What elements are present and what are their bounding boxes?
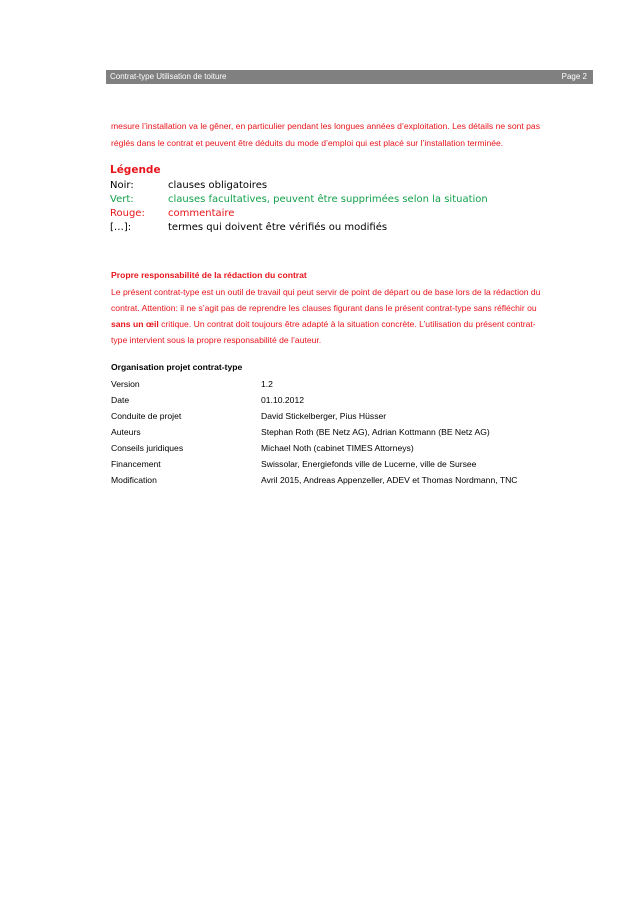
legend-section	[110, 163, 590, 235]
org-row-funding	[111, 456, 591, 472]
org-value: Swissolar, Energiefonds ville de Lucerne, ville de Sursee	[261, 459, 477, 469]
org-key: Conduite de projet	[111, 411, 182, 421]
header-title: Contrat-type Utilisation de toiture	[110, 72, 227, 81]
org-key: Modification	[111, 475, 157, 485]
legend-value: clauses obligatoires	[168, 180, 268, 191]
organisation-title: Organisation projet contrat-type	[111, 362, 243, 372]
responsibility-line	[111, 316, 591, 332]
org-row-date	[111, 392, 591, 408]
legend-value: termes qui doivent être vérifiés ou modifiés	[168, 222, 388, 233]
responsibility-body	[111, 284, 591, 348]
org-key: Conseils juridiques	[111, 443, 184, 453]
legend-row-black	[110, 179, 590, 193]
legend-row-brackets	[110, 221, 590, 235]
org-key: Date	[111, 395, 130, 405]
legend-value: clauses facultatives, peuvent être supprimées selon la situation	[168, 194, 488, 205]
legend-key: […]:	[110, 222, 132, 233]
page-number: Page 2	[561, 72, 587, 81]
organisation-section	[111, 360, 591, 488]
org-value: Avril 2015, Andreas Appenzeller, ADEV et Thomas Nordmann, TNC	[261, 475, 518, 485]
emphasis-text: sans un œil	[111, 319, 159, 329]
legend-key: Rouge:	[110, 208, 145, 219]
intro-paragraph	[111, 118, 591, 152]
responsibility-line: contrat. Attention: il ne s’agit pas de reprendre les clauses figurant dans le présent contrat-type sans réfléchir ou	[111, 303, 537, 313]
legend-row-red	[110, 207, 590, 221]
responsibility-text: critique. Un contrat doit toujours être adapté à la situation concrète. L’utilisation du présent contrat-	[158, 319, 536, 329]
org-row-authors	[111, 424, 591, 440]
org-key: Financement	[111, 459, 161, 469]
legend-key: Vert:	[110, 194, 134, 205]
legend-title: Légende	[110, 164, 161, 176]
responsibility-line: Le présent contrat-type est un outil de travail qui peut servir de point de départ ou de base lors de la rédaction du	[111, 287, 541, 297]
legend-row-green	[110, 193, 590, 207]
intro-line: réglés dans le contrat et peuvent être déduits du mode d’emploi qui est placé sur l’installation terminée.	[111, 138, 504, 148]
org-key: Auteurs	[111, 427, 141, 437]
org-row-project-lead	[111, 408, 591, 424]
responsibility-line: type intervient sous la propre responsabilité de l’auteur.	[111, 335, 322, 345]
org-row-modification	[111, 472, 591, 488]
legend-key: Noir:	[110, 180, 134, 191]
org-key: Version	[111, 379, 140, 389]
org-row-legal	[111, 440, 591, 456]
org-value: Michael Noth (cabinet TIMES Attorneys)	[261, 443, 414, 453]
legend-value: commentaire	[168, 208, 235, 219]
intro-line: mesure l’installation va le gêner, en particulier pendant les longues années d’exploitation. Les détails ne sont pas	[111, 121, 541, 131]
page-header	[106, 70, 593, 84]
org-value: 1.2	[261, 379, 273, 389]
org-value: 01.10.2012	[261, 395, 305, 405]
org-row-version	[111, 376, 591, 392]
org-value: Stephan Roth (BE Netz AG), Adrian Kottmann (BE Netz AG)	[261, 427, 490, 437]
responsibility-section	[111, 267, 591, 348]
responsibility-title: Propre responsabilité de la rédaction du contrat	[111, 270, 307, 280]
org-value: David Stickelberger, Pius Hüsser	[261, 411, 387, 421]
